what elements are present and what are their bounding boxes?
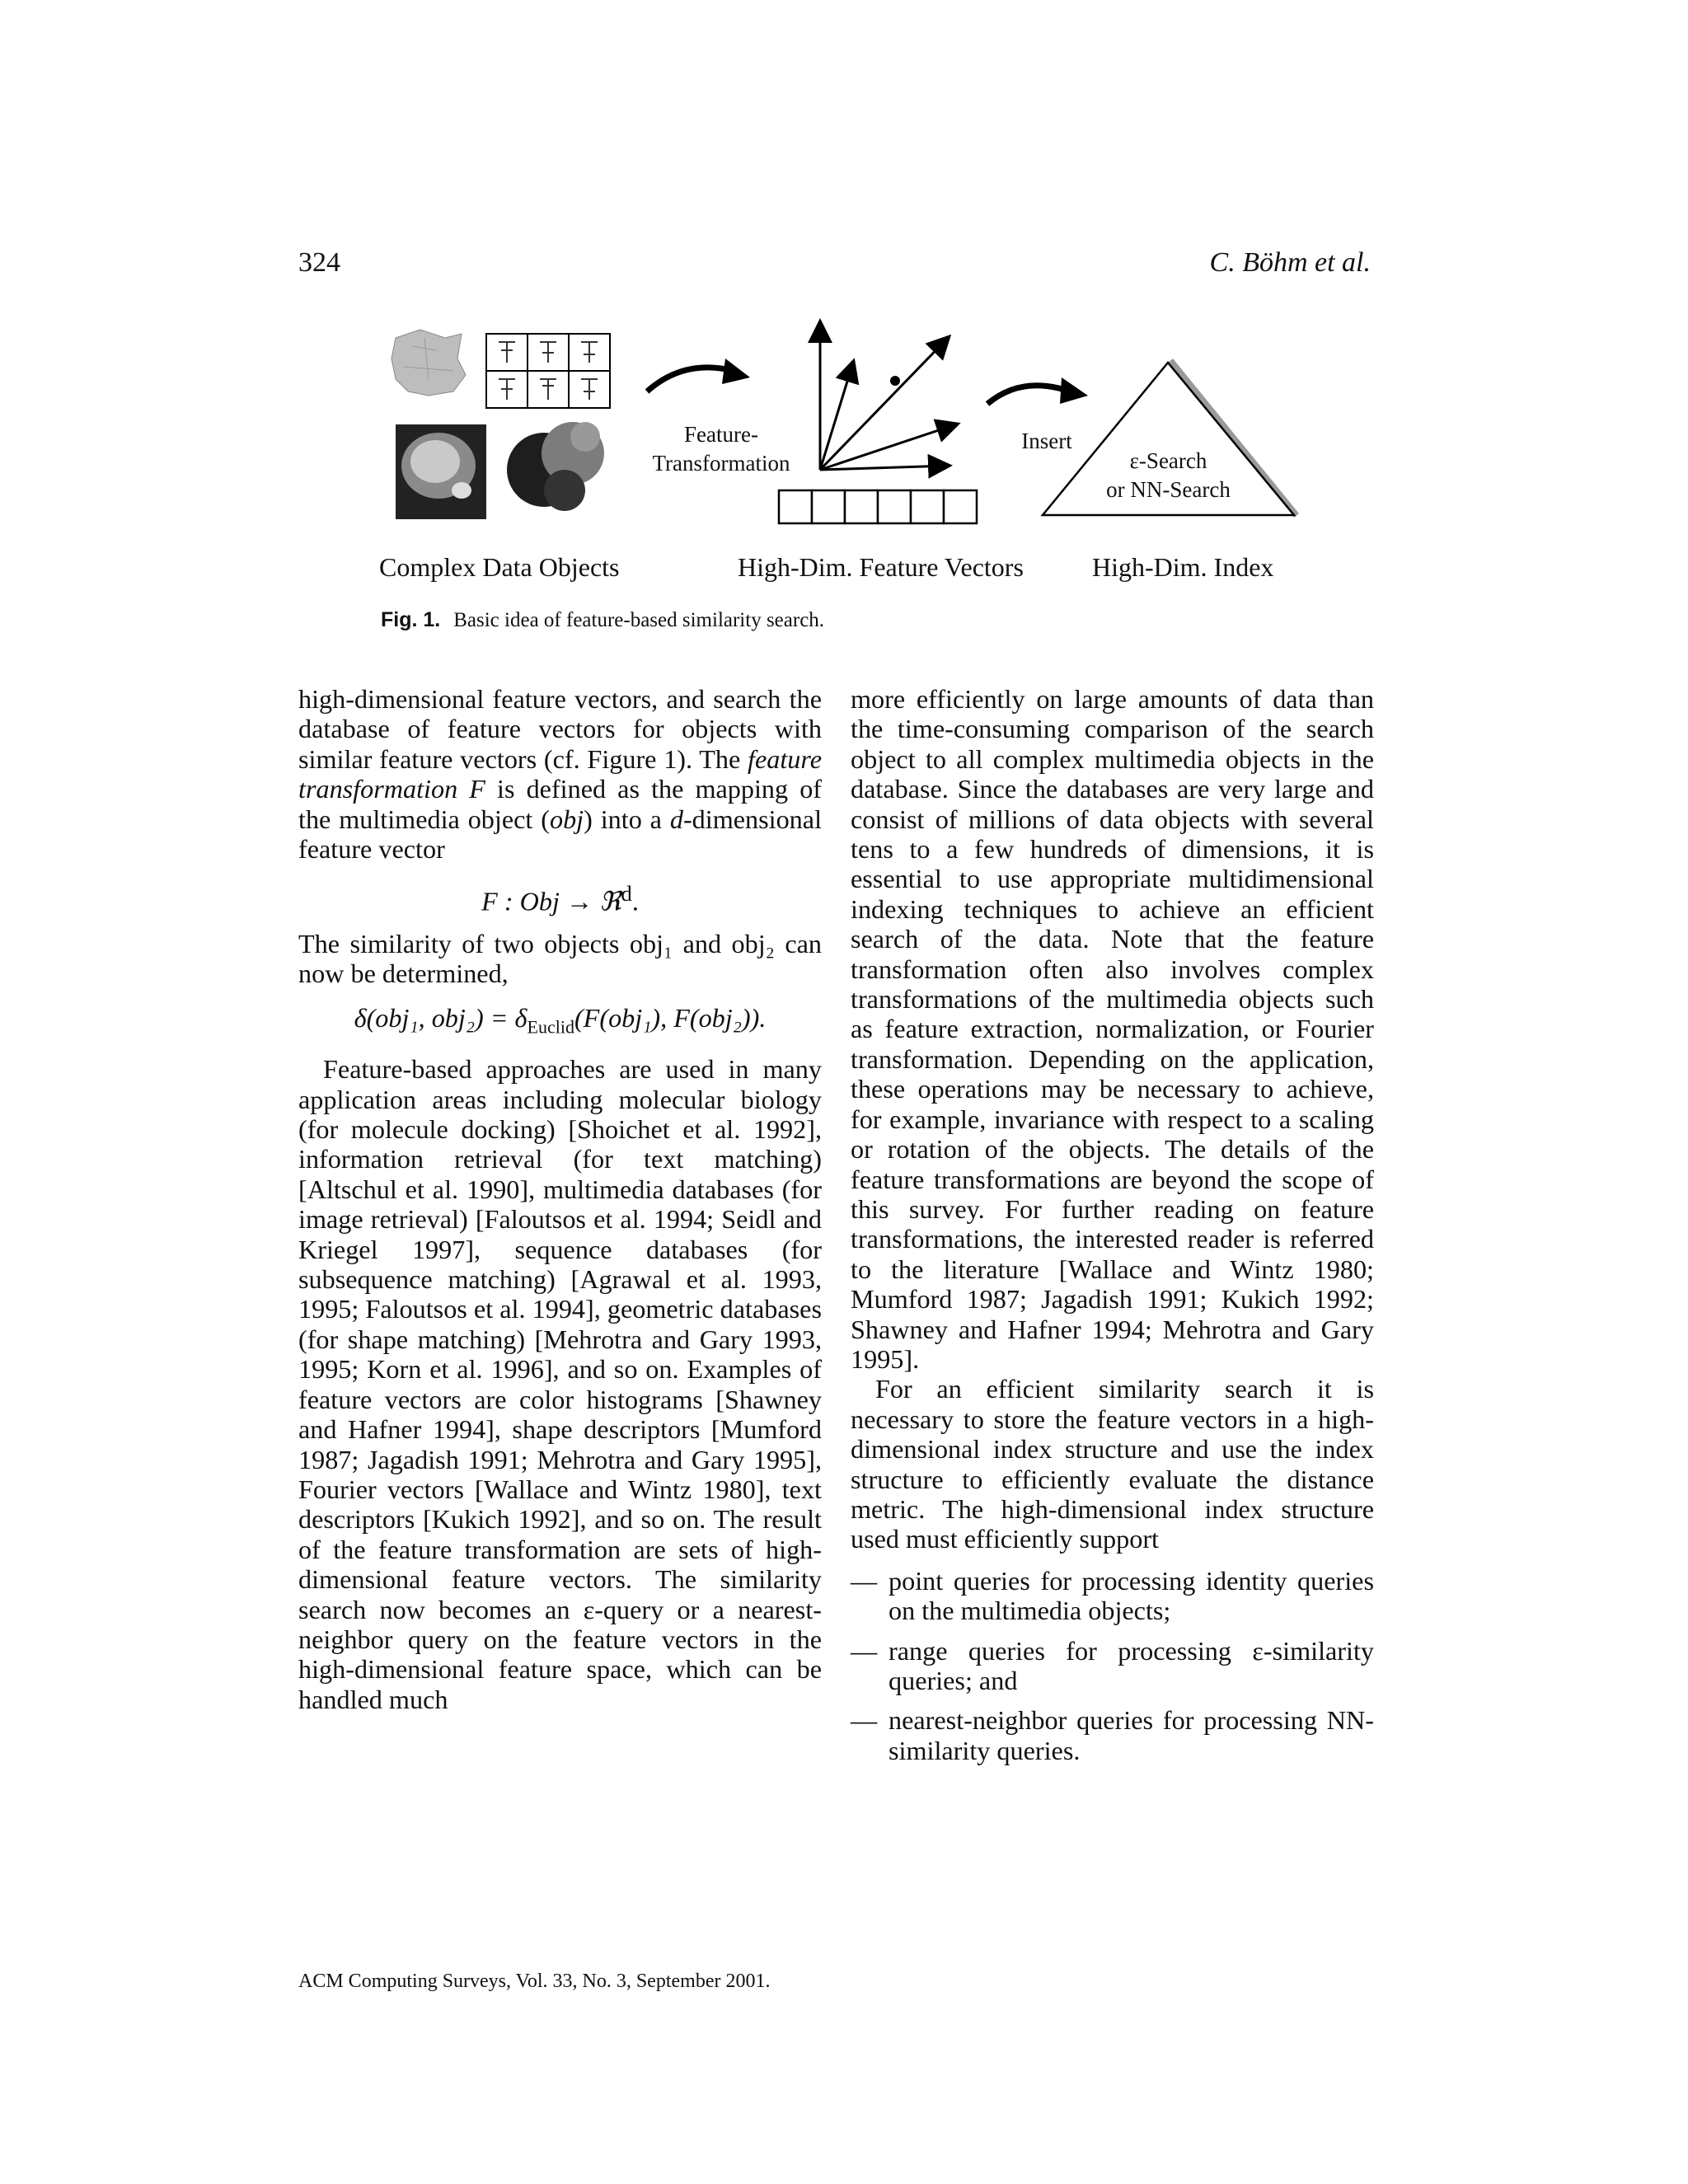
left-paragraph-3: Feature-based approaches are used in many application areas including molecular biology (for molecule docking) [Shoichet et al. 1992], information retrieval (for text matching) [Altschul et al. 1990], multimedia databases (for image retrieval) [Faloutsos et al. 1994; Seidl and Kriegel 1997], sequence databases (for subsequence matching) [Agrawal et al. 1993, 1995; Faloutsos et al. 1994], geometric databases (for shape matching) [Mehrotra and Gary 1993, 1995; Korn et al. 1996], and so on. Examples of feature vectors are color histograms [Shawney and Hafner 1994], shape descriptors [Mumford 1987; Jagadish 1991; Mehrotra and Gary 1995], Fourier vectors [Wallace and Wintz 1980], text descriptors [Kukich 1992], and so on. The result of the feature transformation are sets of high-dimensional feature vectors. The similarity search now becomes an ε-query or a nearest-neighbor query on the feature vectors in the high-dimensional feature space, which can be handled much <box>298 1054 822 1714</box>
figure-1-diagram <box>363 313 1335 560</box>
left-column <box>298 684 822 1714</box>
right-paragraph-1: more efficiently on large amounts of data than the time-consuming comparison of the search object to all complex multimedia objects in the database. Since the databases are very large and consist of millions of data objects with several tens to a few hundreds of dimensions, it is essential to use appropriate multidimensional indexing techniques to achieve an efficient search of the data. Note that the feature transformation often also involves complex transformations of the multimedia objects such as feature extraction, normalization, or Fourier transformation. Depending on the application, these operations may be necessary to achieve, for example, invariance with respect to a scaling or rotation of the objects. The details of the feature transformations are beyond the scope of this survey. For further reading on feature transformations, the interested reader is referred to the literature [Wallace and Wintz 1980; Mumford 1987; Jagadish 1991; Kukich 1992; Shawney and Hafner 1994; Mehrotra and Gary 1995]. <box>851 684 1374 1374</box>
footer: ACM Computing Surveys, Vol. 33, No. 3, September 2001. <box>298 1971 771 1992</box>
feature-vector-cells <box>779 490 977 523</box>
figure-caption <box>381 608 824 632</box>
list-item: — nearest-neighbor queries for processing NN-similarity queries. <box>851 1705 1374 1765</box>
feature-vector-axes <box>820 323 956 470</box>
arrow-insert <box>987 386 1070 404</box>
figure-1 <box>363 313 1335 602</box>
label-feature-transformation: Feature- Transformation <box>652 422 790 476</box>
right-paragraph-2: For an efficient similarity search it is necessary to store the feature vectors in a high-dimensional index structure and use the index structure to efficiently evaluate the distance metric. The high-dimensional index structure used must efficiently support <box>851 1374 1374 1554</box>
label-search: ε-Search or NN-Search <box>1106 448 1231 503</box>
running-head: C. Böhm et al. <box>1209 247 1371 278</box>
query-type-list <box>851 1566 1374 1765</box>
caption-number: Fig. 1. <box>381 608 441 631</box>
caption-text: Basic idea of feature-based similarity search. <box>453 609 825 631</box>
left-paragraph-2: The similarity of two objects obj₁ and obj₂ can now be determined, <box>298 928 822 988</box>
label-complex-data-objects: Complex Data Objects <box>379 552 620 582</box>
list-item: — range queries for processing ε-similarity queries; and <box>851 1635 1374 1695</box>
label-index: High-Dim. Index <box>1092 552 1274 582</box>
equation-1: F : Obj → ℜ$^d$. <box>481 881 639 917</box>
arrow-feature-transformation <box>647 368 734 391</box>
label-insert: Insert <box>1021 429 1072 453</box>
left-paragraph-1: high-dimensional feature vectors, and search the database of feature vectors for objects with similar feature vectors (cf. Figure 1). The feature transformation F is defined as the mapping of the multimedia object (obj) into a d-dimensional feature vector <box>298 684 823 865</box>
equation-2: δ(obj₁, $obj_2) = \delta_{Euclid}(F(obj_1)$, F(obj₂)). <box>354 1003 767 1038</box>
map-image <box>392 330 466 396</box>
label-feature-vectors: High-Dim. Feature Vectors <box>738 552 1024 582</box>
list-item: — point queries for processing identity queries on the multimedia objects; <box>851 1565 1374 1626</box>
molecule-image <box>507 422 604 511</box>
page-number: 324 <box>298 247 340 278</box>
right-column <box>851 684 1374 1775</box>
